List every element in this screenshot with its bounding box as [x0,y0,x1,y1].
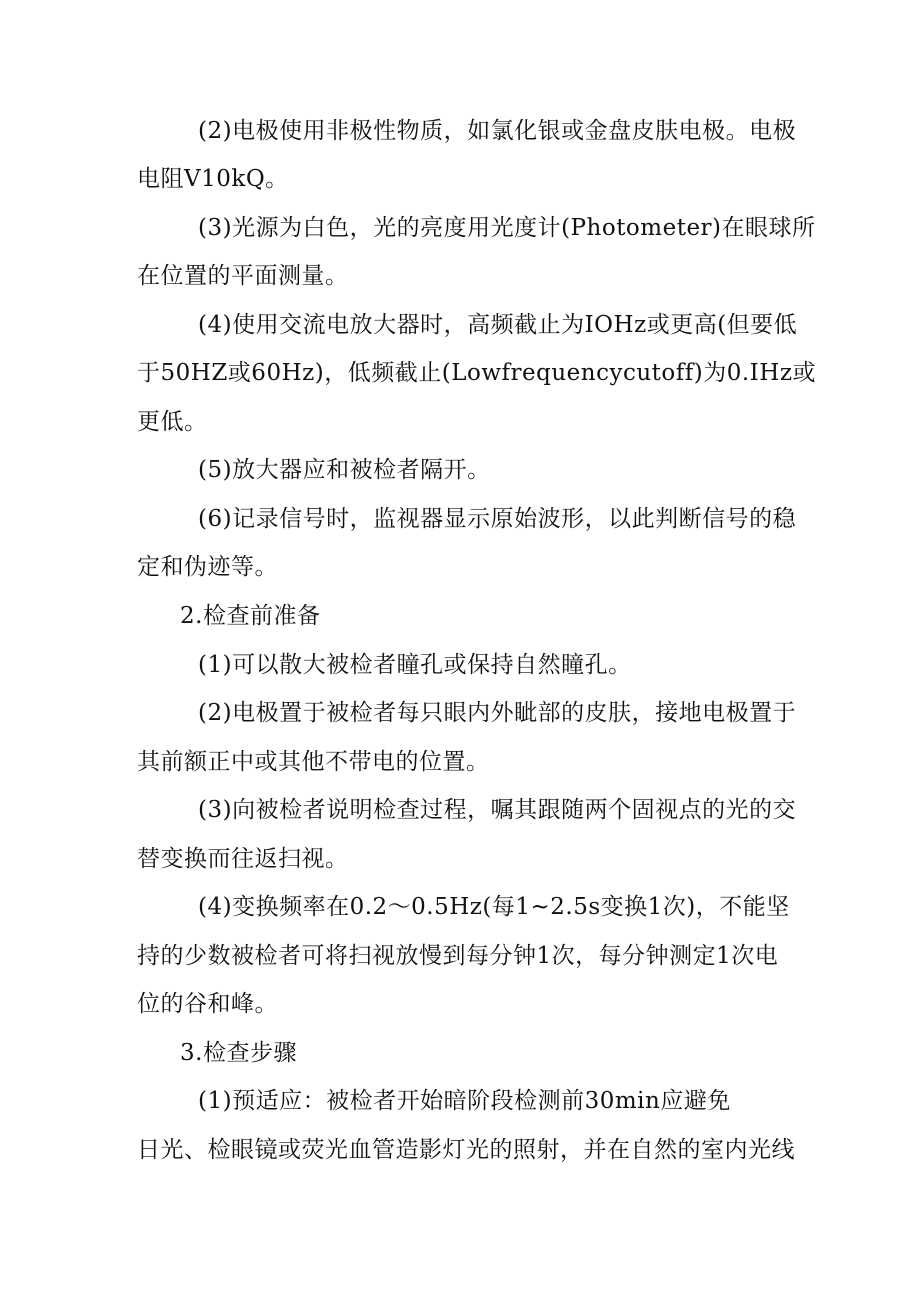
prep-4-frequency-line-2: 持的少数被检者可将扫视放慢到每分钟1次，每分钟测定1次电 [137,943,779,969]
prep-4-frequency-line-3: 位的谷和峰。 [137,991,278,1017]
prep-3-explain-line-1: (3)向被检者说明检查过程，嘱其跟随两个固视点的光的交 [198,797,797,823]
paragraph-5-isolation-line: (5)放大器应和被检者隔开。 [198,457,491,483]
paragraph-2-electrode-line-1: (2)电极使用非极性物质，如氯化银或金盘皮肤电极。电极 [198,118,797,144]
paragraph-4-amplifier-line-1: (4)使用交流电放大器时，高频截止为IOHz或更高(但要低 [198,312,798,338]
step-1-preadapt-line-1: (1)预适应：被检者开始暗阶段检测前30min应避免 [198,1088,731,1114]
step-1-preadapt-line-2: 日光、检眼镜或荧光血管造影灯光的照射，并在自然的室内光线 [137,1137,795,1163]
prep-1-pupil-line: (1)可以散大被检者瞳孔或保持自然瞳孔。 [198,652,632,678]
paragraph-3-light-line-1: (3)光源为白色，光的亮度用光度计(Photometer)在眼球所 [198,215,816,241]
paragraph-2-electrode-line-2: 电阻V10kQ。 [137,166,289,192]
paragraph-4-amplifier-line-2: 于50HZ或60Hz)，低频截止(Lowfrequencycutoff)为0.IHz或 [137,360,816,386]
paragraph-6-monitor-line-2: 定和伪迹等。 [137,554,278,580]
paragraph-6-monitor-line-1: (6)记录信号时，监视器显示原始波形，以此判断信号的稳 [198,506,797,532]
prep-3-explain-line-2: 替变换而往返扫视。 [137,846,349,872]
prep-2-electrode-line-1: (2)电极置于被检者每只眼内外眦部的皮肤，接地电极置于 [198,700,797,726]
paragraph-4-amplifier-line-3: 更低。 [137,409,208,435]
section-2-heading: 2.检查前准备 [180,603,321,629]
prep-4-frequency-line-1: (4)变换频率在0.2～0.5Hz(每1~2.5s变换1次)，不能坚 [198,894,790,920]
paragraph-3-light-line-2: 在位置的平面测量。 [137,263,349,289]
section-3-heading: 3.检查步骤 [180,1040,297,1066]
prep-2-electrode-line-2: 其前额正中或其他不带电的位置。 [137,749,490,775]
